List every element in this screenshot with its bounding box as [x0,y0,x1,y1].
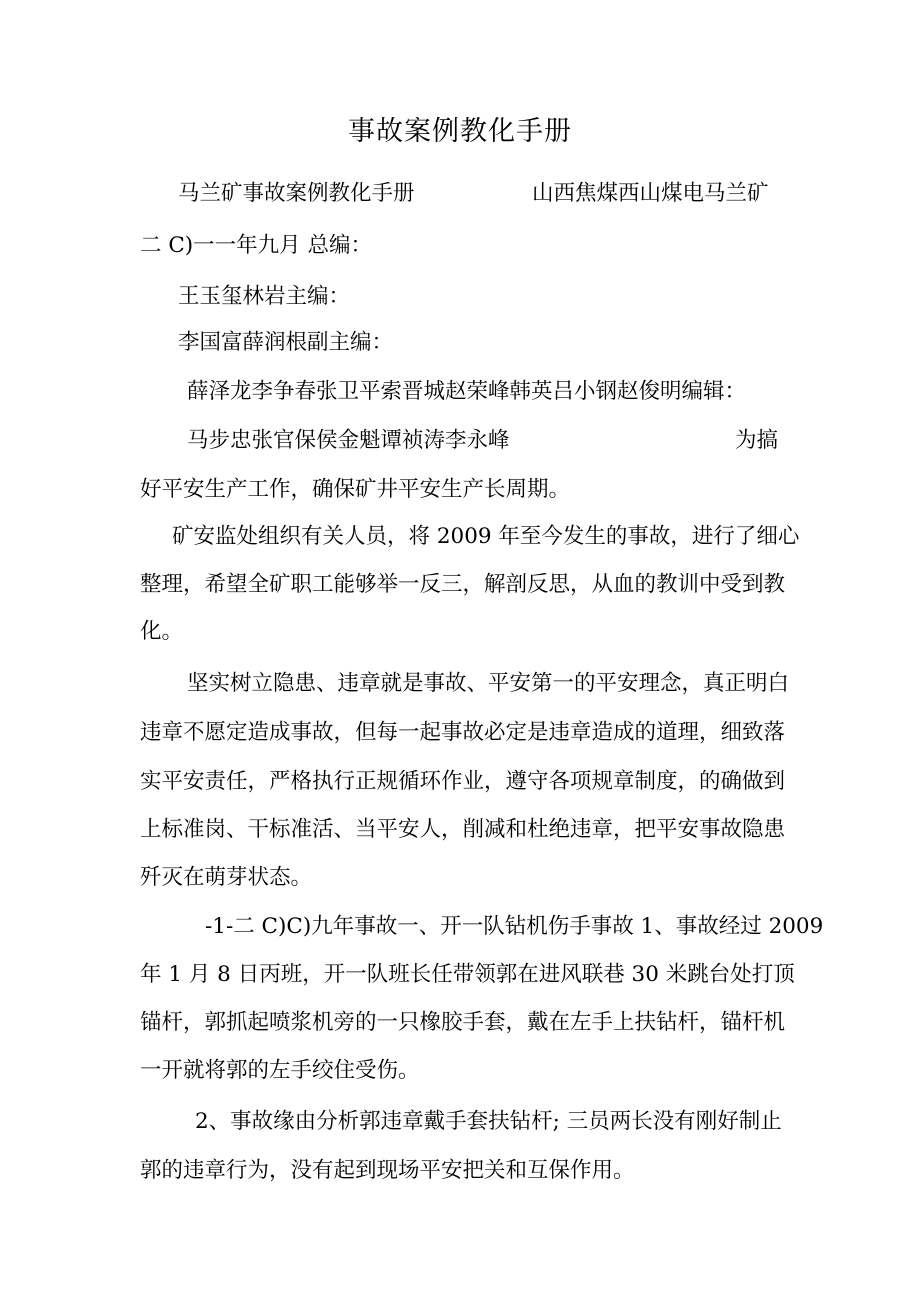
paragraph-3-line-2: 年 1 月 8 日丙班，开一队班长任带领郭在进风联巷 30 米跳台处打顶 [140,962,795,987]
meta-line-6-left: 马步忠张官保侯金魁谭祯涛李永峰 [187,428,510,453]
paragraph-4-line-2: 郭的违章行为，没有起到现场平安把关和互保作用。 [140,1158,635,1183]
paragraph-1-line-2: 整理，希望全矿职工能够举一反三，解剖反思，从血的教训中受到教 [140,572,786,597]
paragraph-4-line-1: 2、事故缘由分析郭违章戴手套扶钻杆; 三员两长没有刚好制止 [195,1109,782,1134]
paragraph-1-line-1: 矿安监处组织有关人员，将 2009 年至今发生的事故，进行了细心 [172,524,800,549]
meta-line-1-left: 马兰矿事故案例教化手册 [178,181,415,206]
page-title: 事故案例教化手册 [348,116,572,147]
meta-line-4: 李国富薛润根副主编： [178,330,394,355]
meta-line-7: 好平安生产工作，确保矿井平安生产长周期。 [140,477,571,502]
meta-line-6-right: 为搞 [735,428,779,453]
paragraph-2-line-2: 违章不愿定造成事故，但每一起事故必定是违章造成的道理，细致落 [140,720,786,745]
paragraph-2-line-3: 实平安责任，严格执行正规循环作业，遵守各项规章制度，的确做到 [140,769,786,794]
paragraph-1-line-3: 化。 [140,619,184,644]
meta-line-3: 王玉玺林岩主编： [178,284,351,309]
paragraph-3-line-1: -1-二 C)C)九年事故一、开一队钻机伤手事故 1、事故经过 2009 [205,914,824,939]
meta-line-2: 二 C)一一年九月 总编： [140,233,373,258]
paragraph-2-line-1: 坚实树立隐患、违章就是事故、平安第一的平安理念，真正明白 [187,671,790,696]
paragraph-3-line-4: 一开就将郭的左手绞住受伤。 [140,1058,420,1083]
paragraph-3-line-3: 锚杆，郭抓起喷浆机旁的一只橡胶手套，戴在左手上扶钻杆，锚杆机 [140,1010,786,1035]
meta-line-5: 薛泽龙李争春张卫平索晋城赵荣峰韩英吕小钢赵俊明编辑： [187,379,747,404]
paragraph-2-line-5: 歼灭在萌芽状态。 [140,865,313,890]
meta-line-1-right: 山西焦煤西山煤电马兰矿 [532,181,769,206]
paragraph-2-line-4: 上标准岗、干标准活、当平安人，削减和杜绝违章，把平安事故隐患 [140,817,786,842]
